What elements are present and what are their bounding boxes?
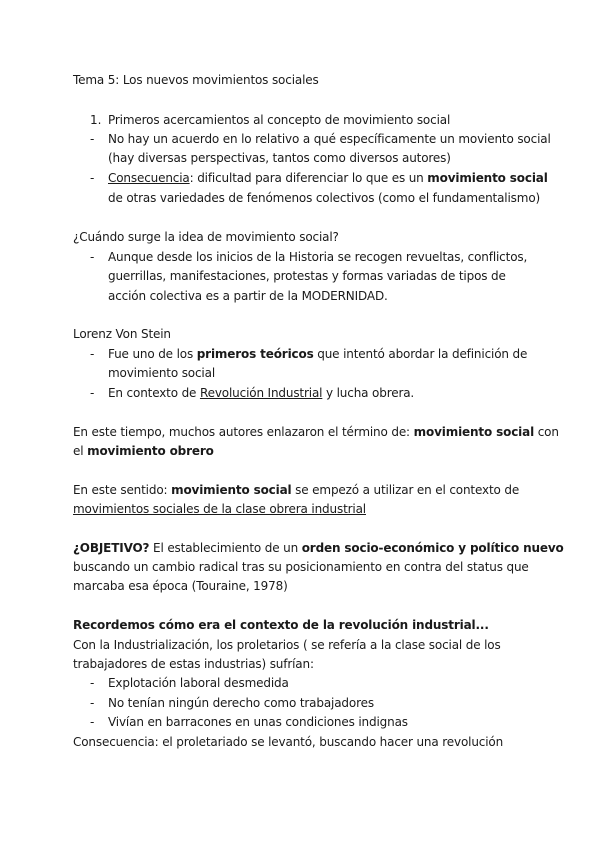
bullet-text: Aunque desde los inicios de la Historia se recogen revueltas, conflictos, [108,250,528,264]
term-underlined: Revolución Industrial [199,386,323,400]
objetivo-label: ¿OBJETIVO? [73,541,150,555]
paragraph-line: En este tiempo, muchos autores enlazaron el término de: movimiento social con [73,425,559,439]
bold-term: movimiento social [171,483,292,497]
section-heading: Primeros acercamientos al concepto de movimiento social [108,113,451,127]
bullet-dash: - [90,347,95,361]
bullet-text: de otras variedades de fenómenos colectivos (como el fundamentalismo) [108,191,541,205]
bullet-text: Vivían en barracones en unas condiciones indignas [108,715,408,729]
paragraph-line: Con la Industrialización, los proletarios ( se refería a la clase social de los [73,638,501,652]
paragraph-line-underlined: movimientos sociales de la clase obrera industrial [73,502,366,516]
bullet-text: En contexto de Revolución Industrial y lucha obrera. [108,386,415,400]
bullet-text: Fue uno de los primeros teóricos que intentó abordar la definición de [108,347,528,361]
bullet-text: No hay un acuerdo en lo relativo a qué específicamente un moviento social [108,132,551,146]
bold-term: movimiento obrero [87,444,214,458]
bullet-dash: - [90,171,95,185]
bold-term: movimiento social [413,425,535,439]
bullet-dash: - [90,250,95,264]
bullet-dash: - [90,132,95,146]
doc-title: Tema 5: Los nuevos movimientos sociales [73,73,319,87]
bullet-text: (hay diversas perspectivas, tantos como diversos autores) [108,151,451,165]
question-heading: ¿Cuándo surge la idea de movimiento social? [73,230,339,244]
bullet-text: No tenían ningún derecho como trabajadores [108,696,374,710]
bullet-text: guerrillas, manifestaciones, protestas y formas variadas de tipos de [108,269,506,283]
paragraph-line: Consecuencia: el proletariado se levantó, buscando hacer una revolución [73,735,504,749]
paragraph-line: ¿OBJETIVO? El establecimiento de un orden socio-económico y político nuevo [73,541,564,555]
bold-term: movimiento social [427,171,548,185]
paragraph-line: En este sentido: movimiento social se empezó a utilizar en el contexto de [73,483,520,497]
bullet-dash: - [90,696,95,710]
bullet-text: movimiento social [108,366,216,380]
bullet-text: Explotación laboral desmedida [108,676,289,690]
bold-term: orden socio-económico y político nuevo [301,541,564,555]
bullet-text: Consecuencia: dificultad para diferenciar lo que es un movimiento social [108,171,548,185]
bullet-dash: - [90,386,95,400]
context-heading: Recordemos cómo era el contexto de la revolución industrial... [73,618,489,632]
bold-term: primeros teóricos [196,347,314,361]
bullet-text: acción colectiva es a partir de la MODERNIDAD. [108,289,388,303]
paragraph-line: el movimiento obrero [73,444,214,458]
paragraph-line: buscando un cambio radical tras su posicionamiento en contra del status que [73,560,529,574]
paragraph-line: trabajadores de estas industrias) sufrían: [73,657,314,671]
bullet-dash: - [90,676,95,690]
bullet-dash: - [90,715,95,729]
list-number: 1. [90,113,102,127]
term-underlined: Consecuencia [108,171,190,185]
author-name: Lorenz Von Stein [73,327,171,341]
paragraph-line: marcaba esa época (Touraine, 1978) [73,579,288,593]
